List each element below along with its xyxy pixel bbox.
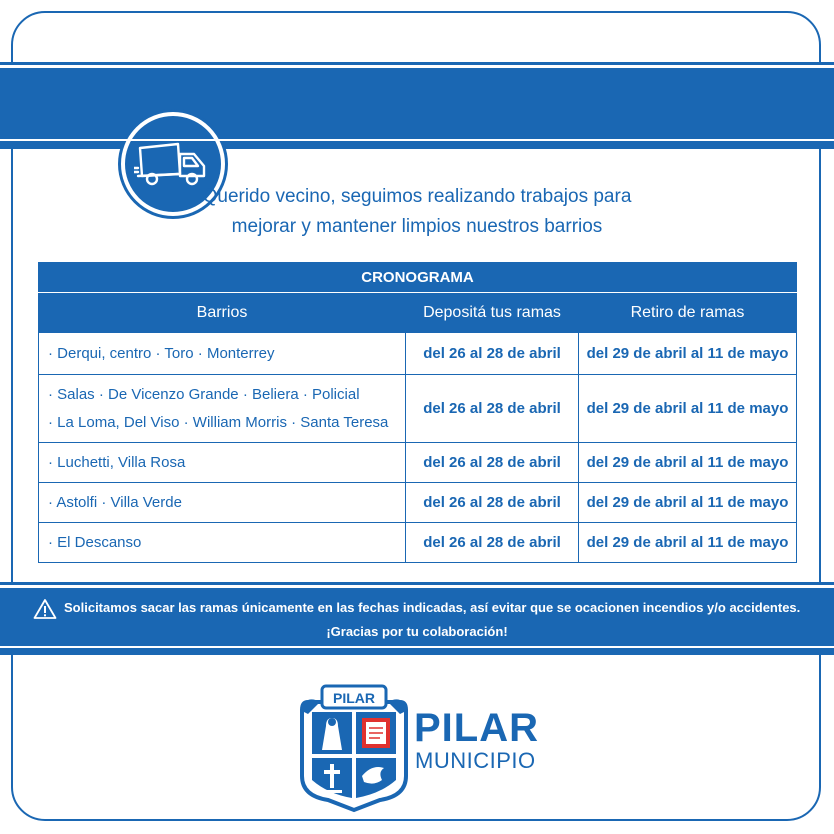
barrios-cell: · Astolfi · Villa Verde: [39, 483, 406, 523]
notice-banner: [0, 585, 834, 652]
thanks-text: ¡Gracias por tu colaboración!: [326, 624, 508, 639]
pickup-dates-cell: del 29 de abril al 11 de mayo: [579, 483, 797, 523]
table-row: [39, 483, 797, 523]
barrios-cell: · El Descanso: [39, 523, 406, 563]
barrios-cell: · Luchetti, Villa Rosa: [39, 443, 406, 483]
brand-subtitle: MUNICIPIO: [415, 748, 536, 773]
table-row: [39, 443, 797, 483]
column-header-barrios: Barrios: [39, 293, 406, 333]
notice-text: Solicitamos sacar las ramas únicamente en las fechas indicadas, así evitar que se ocacionen incendios y/o accidentes.: [64, 600, 801, 615]
pickup-dates-cell: del 29 de abril al 11 de mayo: [579, 375, 797, 443]
page-title: Recolección de ramas: [247, 145, 676, 189]
pickup-dates-cell: del 29 de abril al 11 de mayo: [579, 443, 797, 483]
barrios-cell: · Derqui, centro · Toro · Monterrey: [39, 333, 406, 375]
barrios-cell: [39, 375, 406, 443]
deposit-dates-cell: del 26 al 28 de abril: [406, 523, 579, 563]
deposit-dates-cell: del 26 al 28 de abril: [406, 333, 579, 375]
deposit-dates-cell: del 26 al 28 de abril: [406, 483, 579, 523]
warning-icon: [33, 598, 57, 620]
municipality-crest-logo: [298, 680, 410, 814]
deposit-dates-cell: del 26 al 28 de abril: [406, 443, 579, 483]
barrios-line: · Salas · De Vicenzo Grande · Beliera · Policial: [48, 385, 360, 403]
intro-line-2: mejorar y mantener limpios nuestros barrios: [231, 216, 603, 237]
schedule-title: CRONOGRAMA: [39, 263, 797, 293]
column-header-pickup: Retiro de ramas: [579, 293, 797, 333]
table-row: [39, 375, 797, 443]
intro-line-1: Querido vecino, seguimos realizando trabajos para: [202, 186, 632, 207]
schedule-table: [38, 262, 797, 563]
pickup-dates-cell: del 29 de abril al 11 de mayo: [579, 333, 797, 375]
table-row: [39, 333, 797, 375]
crest-banner-label: PILAR: [333, 690, 375, 706]
pickup-dates-cell: del 29 de abril al 11 de mayo: [579, 523, 797, 563]
barrios-line: · La Loma, Del Viso · William Morris · Santa Teresa: [48, 413, 389, 431]
deposit-dates-cell: del 26 al 28 de abril: [406, 375, 579, 443]
title-banner: [0, 65, 834, 189]
column-header-deposit: Depositá tus ramas: [406, 293, 579, 333]
brand-name: PILAR: [414, 706, 539, 750]
table-row: [39, 523, 797, 563]
